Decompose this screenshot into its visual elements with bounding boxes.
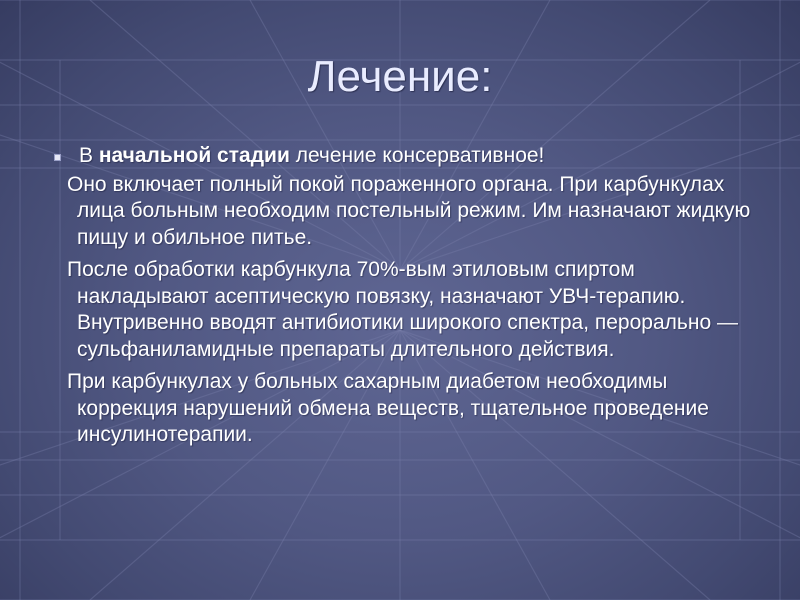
slide-title: Лечение: — [307, 52, 493, 101]
square-bullet-icon — [54, 154, 61, 161]
bullet-suffix: лечение консервативное! — [289, 144, 545, 167]
paragraph-diabetes: При карбункулах у больных сахарным диабетом необходимы коррекция нарушений обмена веществ, тщательное проведение инсулинотерапии. — [67, 370, 709, 446]
bullet-item — [54, 143, 754, 170]
slide-content — [54, 143, 754, 449]
paragraph-treatment: После обработки карбункула 70%-вым этиловым спиртом накладывают асептическую повязку, назначают УВЧ-терапию. Внутривенно вводят антибиотики широкого спектра, перорально — сульфаниламидные препараты длительного действия. — [67, 258, 738, 361]
bullet-prefix: В — [79, 144, 99, 167]
bullet-bold-text: начальной стадии — [98, 144, 290, 167]
paragraph-rest: Оно включает полный покой пораженного органа. При карбункулах лица больным необходим постельный режим. Им назначают жидкую пищу и обильное питье. — [67, 172, 751, 249]
